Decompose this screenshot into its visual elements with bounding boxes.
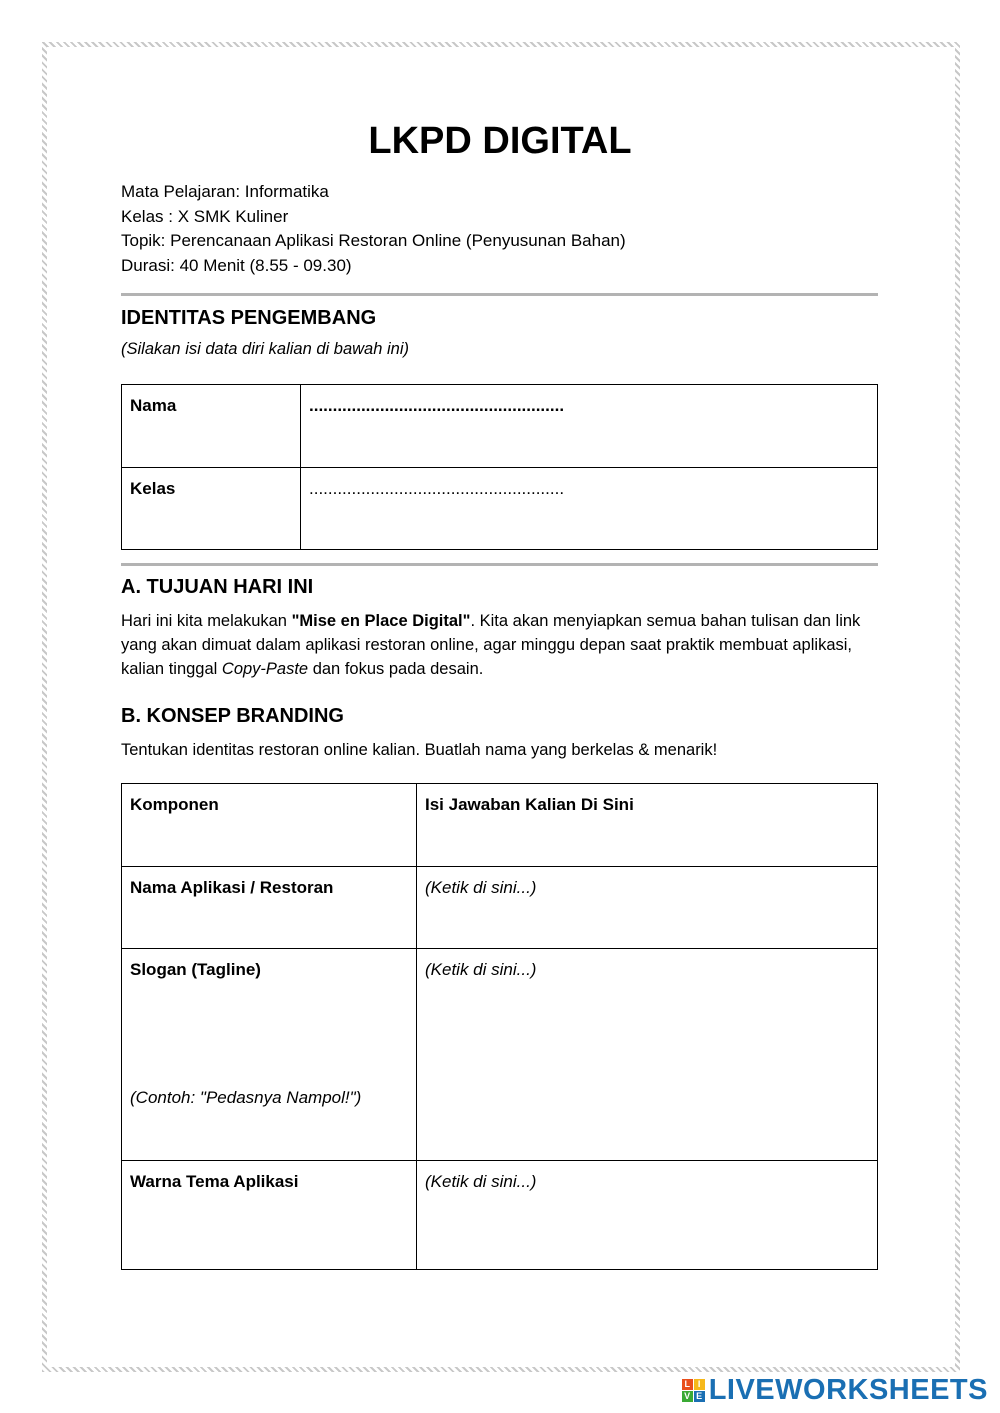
branding-table bbox=[121, 783, 878, 1270]
slogan-answer[interactable]: (Ketik di sini...) bbox=[417, 949, 878, 1161]
document-meta bbox=[121, 180, 878, 278]
branding-section bbox=[121, 705, 878, 762]
header-answer: Isi Jawaban Kalian Di Sini bbox=[417, 784, 878, 867]
page-title: LKPD DIGITAL bbox=[368, 120, 632, 162]
meta-class: Kelas : X SMK Kuliner bbox=[121, 206, 289, 226]
theme-color-label: Warna Tema Aplikasi bbox=[122, 1161, 417, 1270]
identitas-note: (Silakan isi data diri kalian di bawah ini) bbox=[121, 340, 409, 358]
name-label: Nama bbox=[122, 385, 301, 468]
slogan-example: (Contoh: "Pedasnya Nampol!") bbox=[130, 1088, 362, 1107]
branding-intro: Tentukan identitas restoran online kalian. Buatlah nama yang berkelas & menarik! bbox=[121, 741, 718, 759]
meta-duration: Durasi: 40 Menit (8.55 - 09.30) bbox=[121, 255, 352, 275]
app-name-label: Nama Aplikasi / Restoran bbox=[122, 867, 417, 949]
branding-heading: B. KONSEP BRANDING bbox=[121, 705, 344, 727]
slogan-label: Slogan (Tagline) bbox=[130, 960, 261, 979]
logo-mark-letter: I bbox=[694, 1379, 705, 1390]
tujuan-heading: A. TUJUAN HARI INI bbox=[121, 576, 314, 598]
name-field[interactable]: ...................................................... bbox=[301, 385, 878, 468]
meta-topic: Topik: Perencanaan Aplikasi Restoran Online (Penyusunan Bahan) bbox=[121, 231, 626, 250]
theme-color-answer[interactable]: (Ketik di sini...) bbox=[417, 1161, 878, 1270]
table-row bbox=[122, 949, 878, 1161]
app-name-answer[interactable]: (Ketik di sini...) bbox=[417, 867, 878, 949]
divider bbox=[121, 293, 878, 296]
divider bbox=[121, 563, 878, 566]
logo-mark-icon bbox=[682, 1379, 705, 1402]
tujuan-text: dan fokus pada desain. bbox=[308, 660, 484, 678]
tujuan-paragraph bbox=[121, 609, 878, 681]
tujuan-text: . Kita akan menyiapkan semua bahan tulisan dan link yang akan dimuat dalam aplikasi restoran online, agar minggu depan saat praktik membuat aplikasi, kalian tinggal bbox=[121, 612, 861, 678]
meta-subject: Mata Pelajaran: Informatika bbox=[121, 182, 329, 201]
header-component: Komponen bbox=[122, 784, 417, 867]
identitas-section bbox=[121, 307, 878, 359]
tujuan-italic: Copy-Paste bbox=[221, 660, 309, 678]
table-row bbox=[122, 1161, 878, 1270]
tujuan-bold: "Mise en Place Digital" bbox=[291, 612, 471, 630]
identitas-table bbox=[121, 384, 878, 550]
table-row bbox=[122, 867, 878, 949]
logo-mark-letter: V bbox=[682, 1391, 693, 1402]
slogan-cell bbox=[122, 949, 417, 1161]
table-row bbox=[122, 468, 878, 550]
identitas-heading: IDENTITAS PENGEMBANG bbox=[121, 307, 377, 329]
liveworksheets-logo bbox=[682, 1375, 988, 1405]
logo-mark-letter: L bbox=[682, 1379, 693, 1390]
class-label: Kelas bbox=[122, 468, 301, 550]
table-row bbox=[122, 784, 878, 867]
class-field[interactable]: ...................................................... bbox=[301, 468, 878, 550]
tujuan-text: Hari ini kita melakukan bbox=[121, 612, 292, 630]
table-row bbox=[122, 385, 878, 468]
logo-mark-letter: E bbox=[694, 1391, 705, 1402]
logo-text: LIVEWORKSHEETS bbox=[708, 1373, 988, 1406]
tujuan-section bbox=[121, 576, 878, 681]
